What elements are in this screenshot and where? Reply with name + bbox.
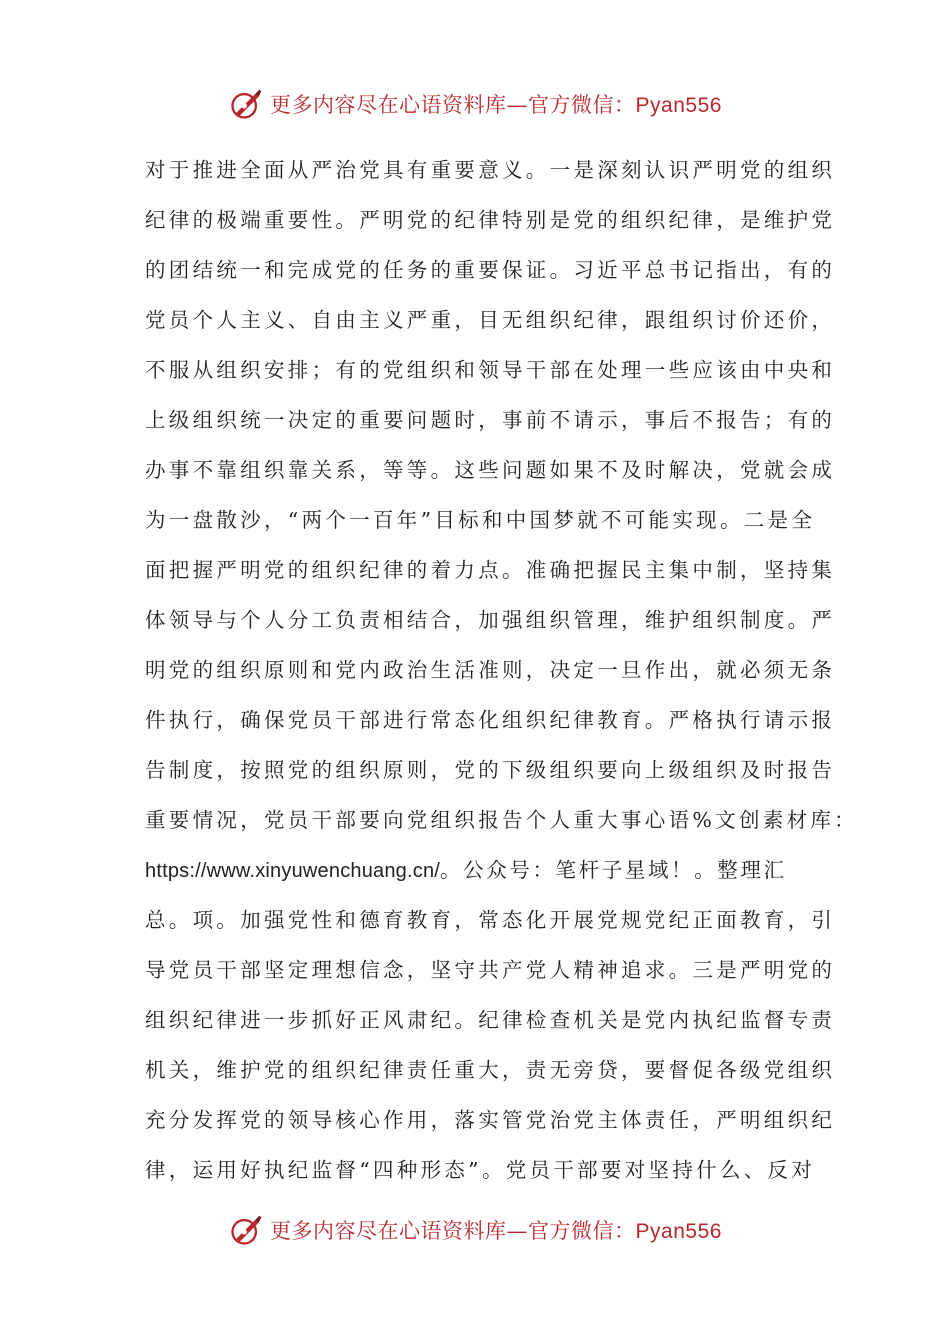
body-line-url bbox=[145, 845, 810, 895]
header-banner bbox=[0, 82, 950, 126]
body-line: 体领导与个人分工负责相结合，加强组织管理，维护组织制度。严 bbox=[145, 608, 836, 632]
document-body bbox=[145, 145, 858, 1195]
body-line: 办事不靠组织靠关系，等等。这些问题如果不及时解决，党就会成 bbox=[145, 458, 836, 482]
body-line: 机关，维护党的组织纪律责任重大，责无旁贷，要督促各级党组织 bbox=[145, 1058, 836, 1082]
body-line: 重要情况，党员干部要向党组织报告个人重大事心语%文创素材库： bbox=[145, 808, 858, 832]
body-line: 告制度，按照党的组织原则，党的下级组织要向上级组织及时报告 bbox=[145, 758, 836, 782]
body-line: 对于推进全面从严治党具有重要意义。一是深刻认识严明党的组织 bbox=[145, 158, 836, 182]
body-line: 为一盘散沙，“两个一百年”目标和中国梦就不可能实现。二是全 bbox=[145, 508, 816, 532]
pen-logo-icon bbox=[228, 1212, 264, 1248]
pen-logo-icon bbox=[228, 86, 264, 122]
footer-banner-text: 更多内容尽在心语资料库—官方微信：Pyan556 bbox=[270, 1219, 722, 1243]
footer-wechat-id: Pyan556 bbox=[635, 1220, 722, 1243]
body-line: 件执行，确保党员干部进行常态化组织纪律教育。严格执行请示报 bbox=[145, 708, 836, 732]
header-wechat-id: Pyan556 bbox=[635, 94, 722, 117]
body-line: 律，运用好执纪监督“四种形态”。党员干部要对坚持什么、反对 bbox=[145, 1158, 816, 1182]
body-line: 上级组织统一决定的重要问题时，事前不请示，事后不报告；有的 bbox=[145, 408, 836, 432]
body-line: 党员个人主义、自由主义严重，目无组织纪律，跟组织讨价还价， bbox=[145, 308, 836, 332]
body-line: 组织纪律进一步抓好正风肃纪。纪律检查机关是党内执纪监督专责 bbox=[145, 1008, 836, 1032]
footer-banner bbox=[0, 1208, 950, 1252]
body-line: 总。项。加强党性和德育教育，常态化开展党规党纪正面教育，引 bbox=[145, 908, 836, 932]
body-line: 面把握严明党的组织纪律的着力点。准确把握民主集中制，坚持集 bbox=[145, 558, 836, 582]
header-banner-text: 更多内容尽在心语资料库—官方微信：Pyan556 bbox=[270, 93, 722, 117]
body-line: 纪律的极端重要性。严明党的纪律特别是党的组织纪律，是维护党 bbox=[145, 208, 836, 232]
website-link[interactable]: https://www.xinyuwenchuang.cn/ bbox=[145, 860, 441, 882]
body-line: 的团结统一和完成党的任务的重要保证。习近平总书记指出，有的 bbox=[145, 258, 836, 282]
body-line: 明党的组织原则和党内政治生活准则，决定一旦作出，就必须无条 bbox=[145, 658, 836, 682]
body-line: 导党员干部坚定理想信念，坚守共产党人精神追求。三是严明党的 bbox=[145, 958, 836, 982]
body-line: 充分发挥党的领导核心作用，落实管党治党主体责任，严明组织纪 bbox=[145, 1108, 836, 1132]
body-line-url-rest: 。公众号：笔杆子星域！。整理汇 bbox=[440, 858, 787, 882]
body-line: 不服从组织安排；有的党组织和领导干部在处理一些应该由中央和 bbox=[145, 358, 836, 382]
